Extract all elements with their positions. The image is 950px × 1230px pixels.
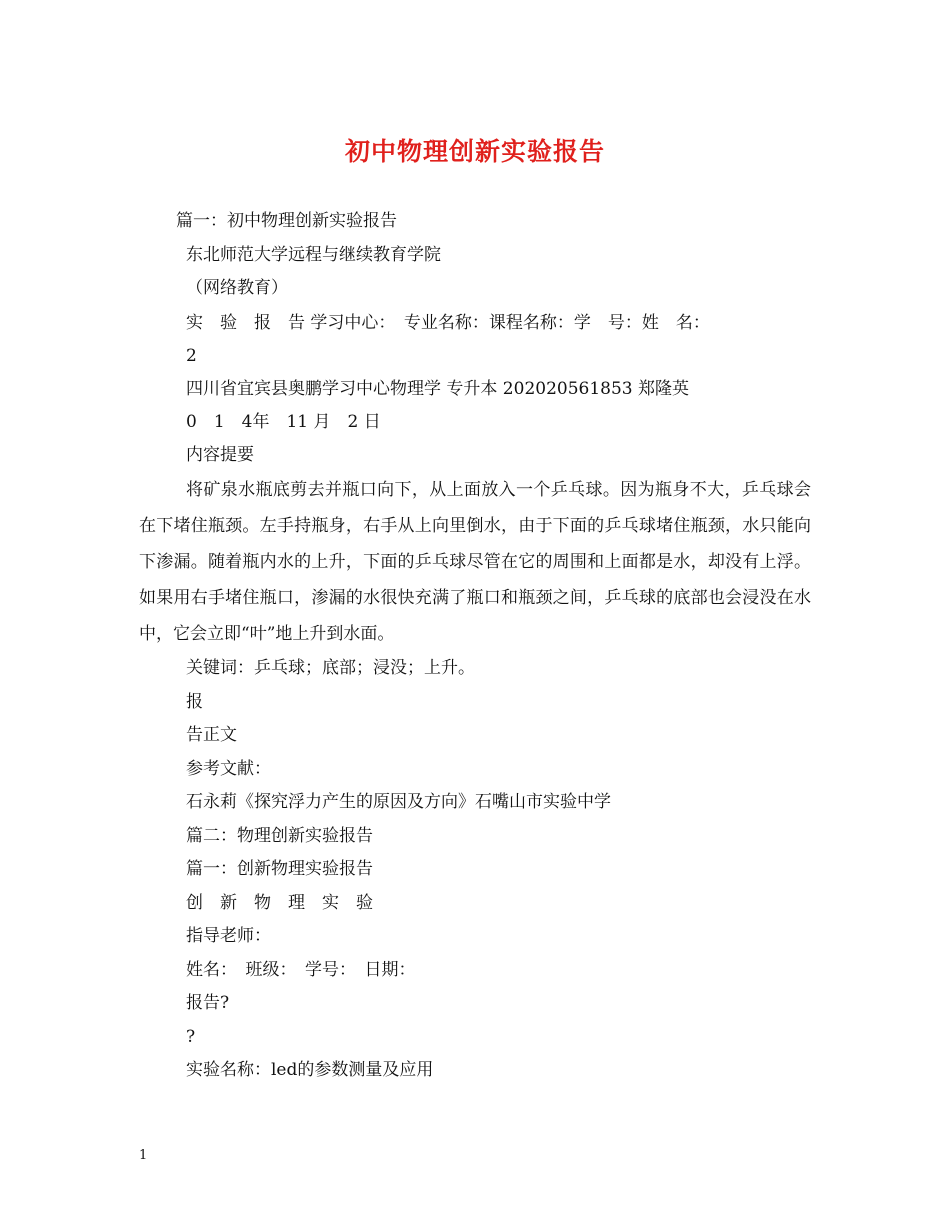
text-line: 报告? <box>186 993 230 1013</box>
text-line: 篇一：创新物理实验报告 <box>186 859 373 879</box>
text-line: 指导老师： <box>186 926 271 946</box>
text-line: 篇二：物理创新实验报告 <box>186 826 373 846</box>
text-line: 2 <box>186 346 197 366</box>
text-line: 篇一：初中物理创新实验报告 <box>176 211 397 231</box>
text-line: 东北师范大学远程与继续教育学院 <box>186 245 441 265</box>
text-line: （网络教育） <box>186 278 288 298</box>
text-line: ? <box>186 1027 196 1047</box>
text-line: 告正文 <box>186 725 237 745</box>
text-line: 姓名： 班级： 学号： 日期： <box>186 960 416 980</box>
text-line: 创 新 物 理 实 验 <box>186 893 373 913</box>
text-line: 0 1 4年 11 月 2 日 <box>186 412 381 432</box>
abstract-paragraph: 将矿泉水瓶底剪去并瓶口向下，从上面放入一个乒乓球。因为瓶身不大，乒乓球会在下堵住瓶颈。左手持瓶身，右手从上向里倒水，由于下面的乒乓球堵住瓶颈，水只能向下渗漏。随着瓶内水的上升，下面的乒乓球尽管在它的周围和上面都是水，却没有上浮。如果用右手堵住瓶口，渗漏的水很快充满了瓶口和瓶颈之间，乒乓球的底部也会浸没在水中，它会立即“叶”地上升到水面。 <box>139 480 811 644</box>
text-line: 报 <box>186 692 203 712</box>
text-line: 四川省宜宾县奥鹏学习中心物理学 专升本 202020561853 郑隆英 <box>186 379 690 399</box>
text-line: 实 验 报 告 学习中心： 专业名称：课程名称：学 号：姓 名： <box>186 313 710 333</box>
text-line: 实验名称：led的参数测量及应用 <box>186 1060 434 1080</box>
document-title: 初中物理创新实验报告 <box>344 137 605 166</box>
text-line: 内容提要 <box>186 445 254 465</box>
text-line: 石永莉《探究浮力产生的原因及方向》石嘴山市实验中学 <box>186 792 611 812</box>
text-line: 参考文献： <box>186 759 271 779</box>
page-number: 1 <box>139 1148 148 1163</box>
text-line: 关键词：乒乓球；底部；浸没；上升。 <box>186 658 475 678</box>
